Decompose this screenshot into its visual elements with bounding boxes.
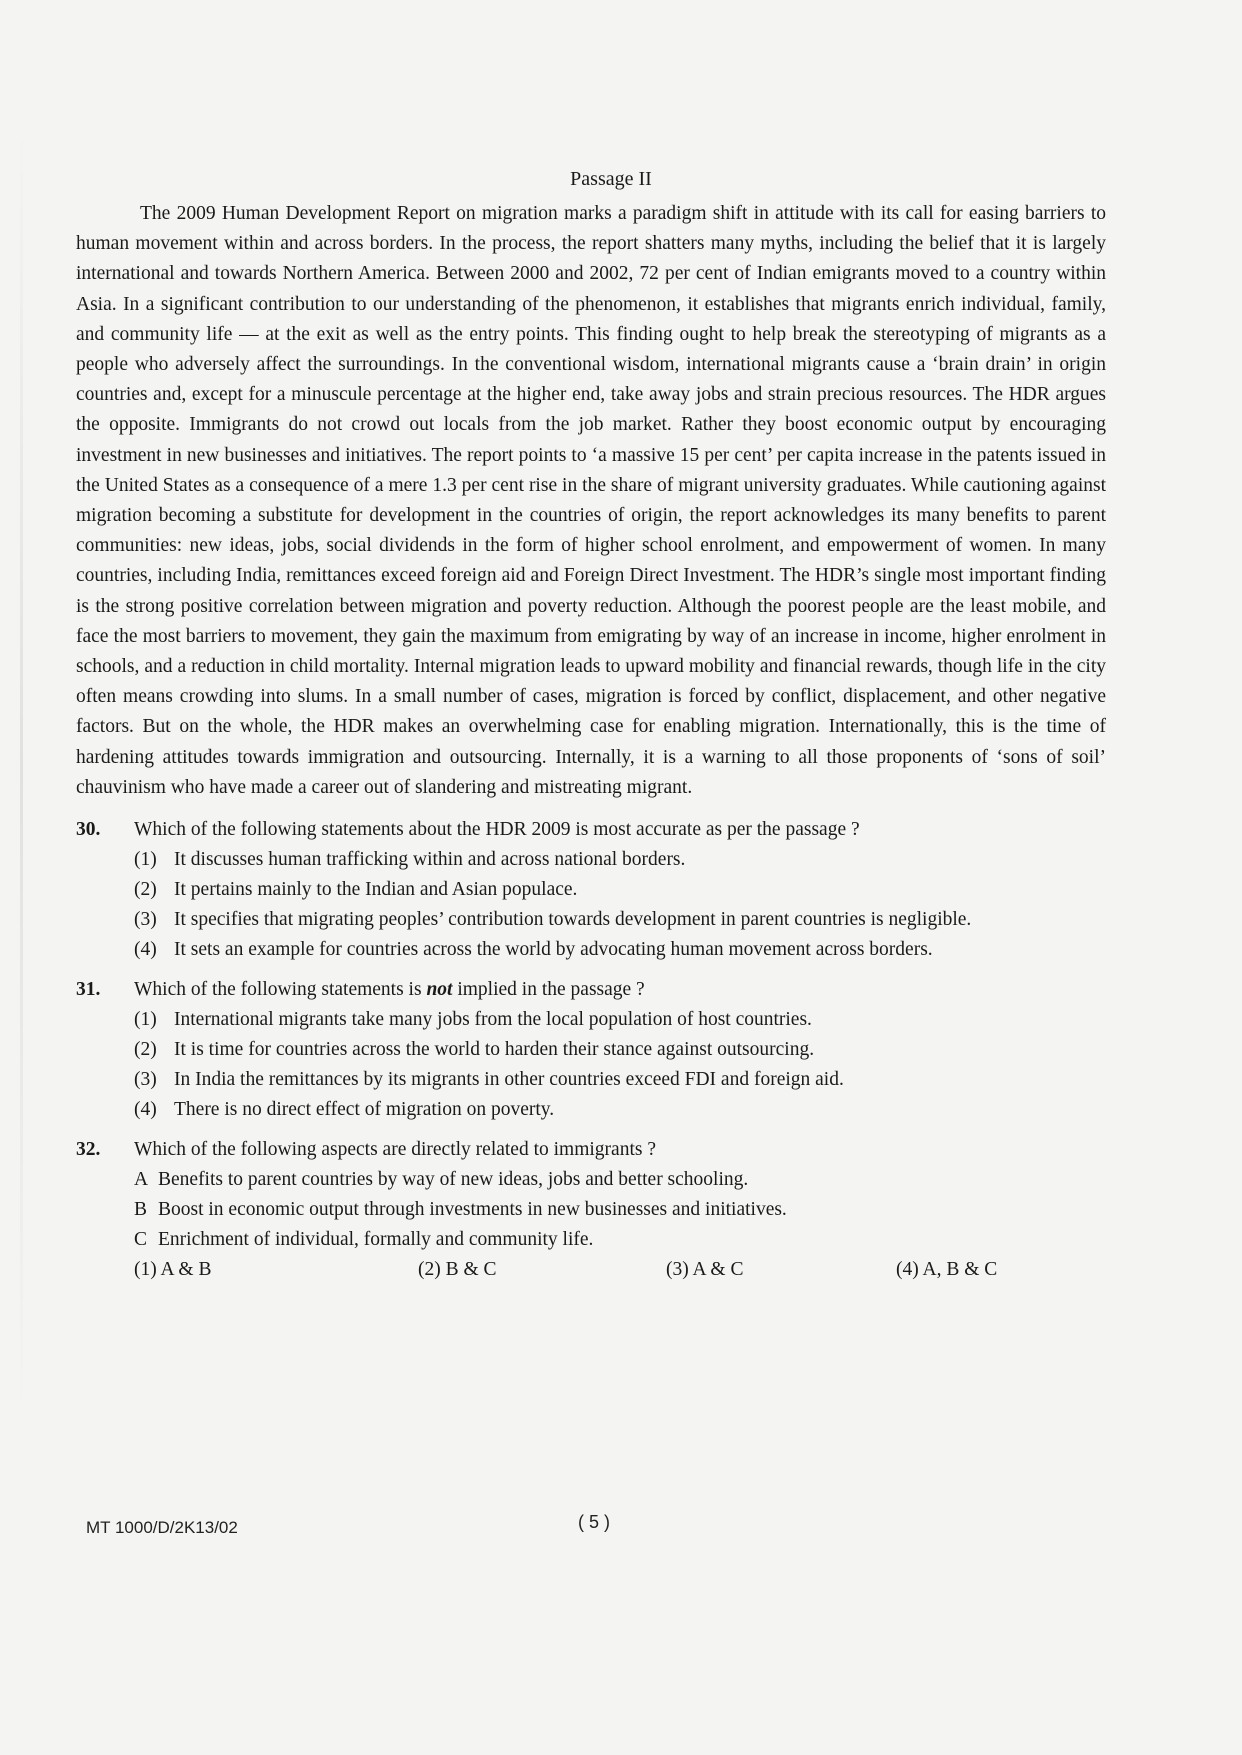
question-30 bbox=[76, 815, 1106, 965]
option-item bbox=[134, 905, 1106, 935]
answer-choice: (2) B & C bbox=[418, 1259, 497, 1281]
answer-choice: (1) A & B bbox=[134, 1259, 212, 1281]
option-item bbox=[134, 875, 1106, 905]
option-number: (1) bbox=[134, 849, 157, 871]
page-edge-shadow bbox=[20, 120, 23, 1420]
option-item bbox=[134, 1095, 1106, 1125]
question-text: Which of the following statements about the HDR 2009 is most accurate as per the passage ? bbox=[134, 819, 860, 841]
option-text: It pertains mainly to the Indian and Asian populace. bbox=[174, 879, 578, 901]
passage-title: Passage II bbox=[570, 168, 652, 190]
option-list bbox=[134, 845, 1106, 965]
question-emphasis: not bbox=[426, 979, 453, 1001]
option-item bbox=[134, 935, 1106, 965]
statement-letter: B bbox=[134, 1199, 148, 1221]
page-number: ( 5 ) bbox=[578, 1512, 611, 1532]
option-text: It sets an example for countries across the world by advocating human movement across borders. bbox=[174, 939, 933, 961]
option-item bbox=[134, 845, 1106, 875]
option-item bbox=[134, 1005, 1106, 1035]
statement-item bbox=[134, 1165, 1106, 1195]
answer-choices bbox=[134, 1255, 1106, 1285]
question-31 bbox=[76, 975, 1106, 1125]
option-text: It specifies that migrating peoples’ contribution towards development in parent countries is negligible. bbox=[174, 909, 972, 931]
question-number: 31. bbox=[76, 979, 101, 1001]
question-text: Which of the following aspects are directly related to immigrants ? bbox=[134, 1139, 656, 1161]
page-content bbox=[76, 168, 1106, 1295]
statement-list bbox=[134, 1165, 1106, 1255]
option-number: (4) bbox=[134, 939, 157, 961]
paper-code: MT 1000/D/2K13/02 bbox=[86, 1518, 238, 1537]
answer-choice: (4) A, B & C bbox=[896, 1259, 998, 1281]
question-number: 30. bbox=[76, 819, 101, 841]
question-text-part: Which of the following statements is bbox=[134, 979, 427, 1001]
option-number: (2) bbox=[134, 1039, 157, 1061]
statement-text: Benefits to parent countries by way of new ideas, jobs and better schooling. bbox=[158, 1169, 749, 1191]
option-number: (3) bbox=[134, 1069, 157, 1091]
option-text: In India the remittances by its migrants in other countries exceed FDI and foreign aid. bbox=[174, 1069, 844, 1091]
question-text-part: implied in the passage ? bbox=[452, 979, 645, 1001]
question-list bbox=[76, 815, 1106, 1285]
question-number: 32. bbox=[76, 1139, 101, 1161]
passage-body: The 2009 Human Development Report on migration marks a paradigm shift in attitude with its call for easing barriers to human movement within and across borders. In the process, the report shatters many myths, including the belief that it is largely international and towards Northern America. Between 2000 and 2002, 72 per cent of Indian emigrants moved to a country within Asia. In a significant contribution to our understanding of the phenomenon, it establishes that migrants enrich individual, family, and community life — at the exit as well as the entry points. This finding ought to help break the stereotyping of migrants as a people who adversely affect the surroundings. In the conventional wisdom, international migrants cause a ‘brain drain’ in origin countries and, except for a minuscule percentage at the higher end, take away jobs and strain precious resources. The HDR argues the opposite. Immigrants do not crowd out locals from the job market. Rather they boost economic output by encouraging investment in new businesses and initiatives. The report points to ‘a massive 15 per cent’ per capita increase in the patents issued in the United States as a consequence of a mere 1.3 per cent rise in the share of migrant university graduates. While cautioning against migration becoming a substitute for development in the countries of origin, the report acknowledges its many benefits to parent communities: new ideas, jobs, social dividends in the form of higher school enrolment, and empowerment of women. In many countries, including India, remittances exceed foreign aid and Foreign Direct Investment. The HDR’s single most important finding is the strong positive correlation between migration and poverty reduction. Although the poorest people are the least mobile, and face the most barriers to movement, they gain the maximum from emigrating by way of an increase in income, higher enrolment in schools, and a reduction in child mortality. Internal migration leads to upward mobility and financial rewards, though life in the city often means crowding into slums. In a small number of cases, migration is forced by conflict, displacement, and other negative factors. But on the whole, the HDR makes an overwhelming case for enabling migration. Internationally, this is the time of hardening attitudes towards immigration and outsourcing. Internally, it is a warning to all those proponents of ‘sons of soil’ chauvinism who have made a career out of slandering and mistreating migrant. bbox=[76, 203, 1106, 798]
option-number: (1) bbox=[134, 1009, 157, 1031]
statement-text: Boost in economic output through investments in new businesses and initiatives. bbox=[158, 1199, 787, 1221]
option-list bbox=[134, 1005, 1106, 1125]
option-item bbox=[134, 1035, 1106, 1065]
option-text: International migrants take many jobs from the local population of host countries. bbox=[174, 1009, 812, 1031]
option-text: It is time for countries across the world to harden their stance against outsourcing. bbox=[174, 1039, 815, 1061]
option-text: There is no direct effect of migration on poverty. bbox=[174, 1099, 555, 1121]
statement-letter: A bbox=[134, 1169, 149, 1191]
option-number: (3) bbox=[134, 909, 157, 931]
statement-text: Enrichment of individual, formally and community life. bbox=[158, 1229, 594, 1251]
option-text: It discusses human trafficking within and across national borders. bbox=[174, 849, 686, 871]
answer-choice: (3) A & C bbox=[666, 1259, 744, 1281]
option-item bbox=[134, 1065, 1106, 1095]
statement-item bbox=[134, 1225, 1106, 1255]
statement-item bbox=[134, 1195, 1106, 1225]
question-text bbox=[134, 975, 1106, 1005]
option-number: (4) bbox=[134, 1099, 157, 1121]
option-number: (2) bbox=[134, 879, 157, 901]
statement-letter: C bbox=[134, 1229, 148, 1251]
question-32 bbox=[76, 1135, 1106, 1285]
